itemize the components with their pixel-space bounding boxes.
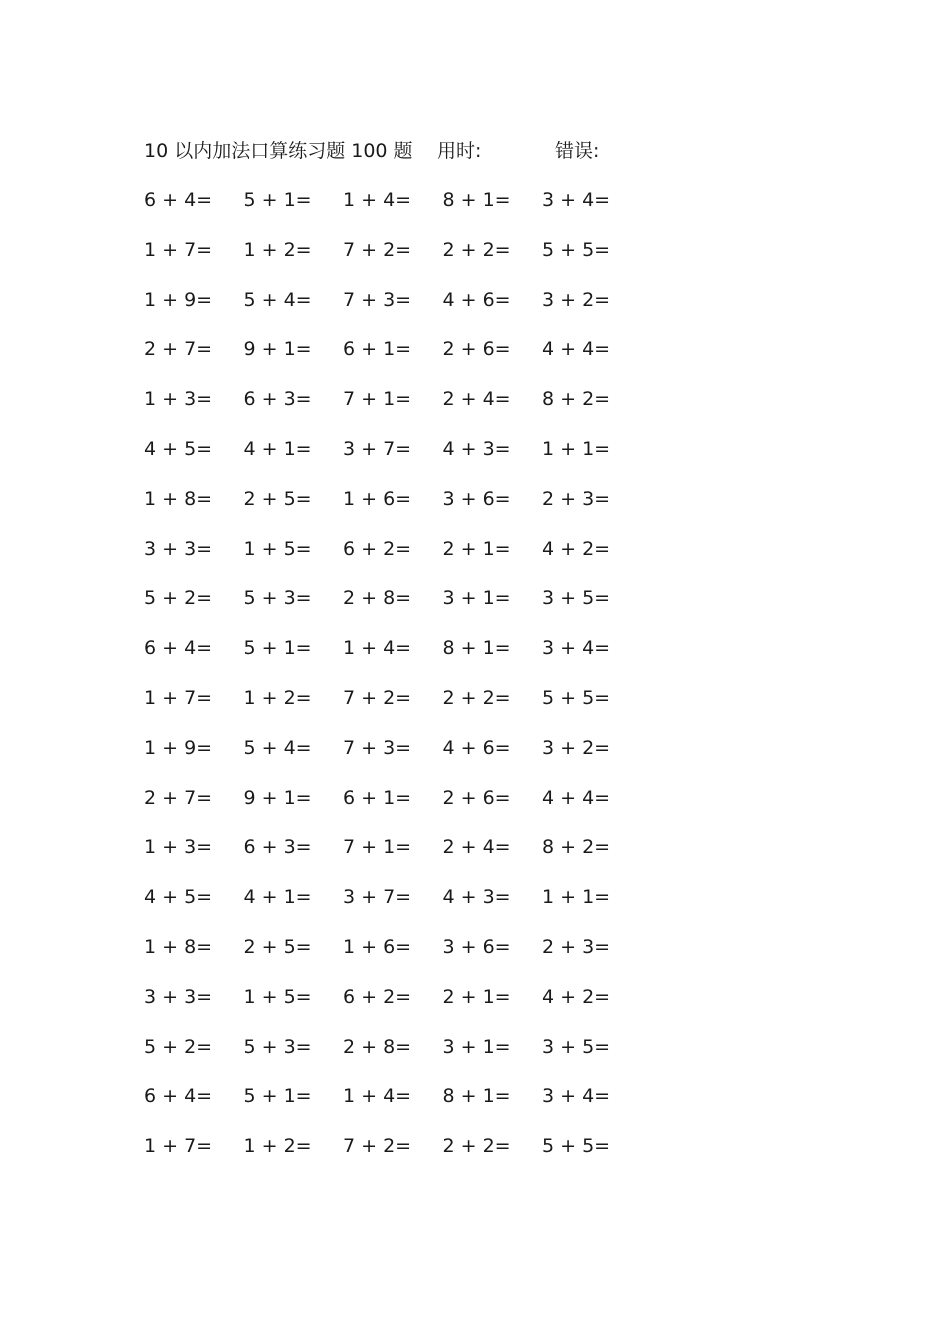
addition-problem: 7 + 3= <box>343 288 412 311</box>
addition-problem: 2 + 6= <box>442 338 511 361</box>
addition-problem: 5 + 4= <box>243 736 312 759</box>
addition-problem: 5 + 3= <box>243 1035 312 1058</box>
addition-problem: 3 + 3= <box>144 537 213 560</box>
addition-problem: 8 + 1= <box>442 1085 511 1108</box>
problem-row <box>144 683 644 733</box>
addition-problem: 7 + 1= <box>343 388 412 411</box>
addition-problem: 1 + 9= <box>144 288 213 311</box>
addition-problem: 9 + 1= <box>243 786 312 809</box>
problem-row <box>144 185 644 235</box>
problem-row <box>144 434 644 484</box>
addition-problem: 3 + 3= <box>144 985 213 1008</box>
addition-problem: 2 + 8= <box>343 587 412 610</box>
addition-problem: 6 + 4= <box>144 1085 213 1108</box>
problem-row <box>144 982 644 1032</box>
addition-problem: 7 + 2= <box>343 238 412 261</box>
addition-problem: 9 + 1= <box>243 338 312 361</box>
addition-problem: 2 + 7= <box>144 338 213 361</box>
problem-grid <box>144 185 644 1181</box>
addition-problem: 4 + 4= <box>542 338 611 361</box>
problem-row <box>144 285 644 335</box>
problem-row <box>144 783 644 833</box>
addition-problem: 2 + 1= <box>442 985 511 1008</box>
addition-problem: 4 + 5= <box>144 886 213 909</box>
addition-problem: 5 + 3= <box>243 587 312 610</box>
addition-problem: 1 + 2= <box>243 238 312 261</box>
problem-row <box>144 583 644 633</box>
addition-problem: 4 + 5= <box>144 437 213 460</box>
addition-problem: 4 + 3= <box>442 886 511 909</box>
addition-problem: 1 + 2= <box>243 686 312 709</box>
addition-problem: 2 + 3= <box>542 935 611 958</box>
problem-row <box>144 832 644 882</box>
addition-problem: 4 + 2= <box>542 537 611 560</box>
addition-problem: 3 + 6= <box>442 935 511 958</box>
addition-problem: 8 + 1= <box>442 637 511 660</box>
addition-problem: 3 + 6= <box>442 487 511 510</box>
addition-problem: 1 + 8= <box>144 935 213 958</box>
addition-problem: 7 + 2= <box>343 686 412 709</box>
addition-problem: 3 + 4= <box>542 1085 611 1108</box>
addition-problem: 5 + 1= <box>243 189 312 211</box>
addition-problem: 4 + 6= <box>442 736 511 759</box>
addition-problem: 2 + 4= <box>442 388 511 411</box>
addition-problem: 5 + 1= <box>243 637 312 660</box>
problem-row <box>144 534 644 584</box>
problem-row <box>144 633 644 683</box>
addition-problem: 3 + 5= <box>542 1035 611 1058</box>
addition-problem: 6 + 3= <box>243 388 312 411</box>
addition-problem: 3 + 2= <box>542 288 611 311</box>
addition-problem: 6 + 4= <box>144 189 213 211</box>
problem-row <box>144 733 644 783</box>
addition-problem: 2 + 6= <box>442 786 511 809</box>
addition-problem: 1 + 2= <box>243 1135 312 1158</box>
addition-problem: 6 + 1= <box>343 338 412 361</box>
addition-problem: 6 + 2= <box>343 537 412 560</box>
addition-problem: 1 + 6= <box>343 935 412 958</box>
addition-problem: 1 + 9= <box>144 736 213 759</box>
problem-row <box>144 1131 644 1181</box>
addition-problem: 1 + 1= <box>542 886 611 909</box>
addition-problem: 2 + 3= <box>542 487 611 510</box>
addition-problem: 3 + 1= <box>442 587 511 610</box>
addition-problem: 1 + 4= <box>343 189 412 211</box>
addition-problem: 6 + 3= <box>243 836 312 859</box>
addition-problem: 2 + 5= <box>243 487 312 510</box>
worksheet-title: 10 以内加法口算练习题 100 题 <box>144 140 413 162</box>
addition-problem: 1 + 7= <box>144 686 213 709</box>
addition-problem: 5 + 1= <box>243 1085 312 1108</box>
addition-problem: 8 + 2= <box>542 836 611 859</box>
addition-problem: 3 + 5= <box>542 587 611 610</box>
addition-problem: 5 + 5= <box>542 686 611 709</box>
addition-problem: 8 + 2= <box>542 388 611 411</box>
addition-problem: 4 + 3= <box>442 437 511 460</box>
addition-problem: 7 + 2= <box>343 1135 412 1158</box>
addition-problem: 2 + 4= <box>442 836 511 859</box>
addition-problem: 7 + 1= <box>343 836 412 859</box>
addition-problem: 6 + 2= <box>343 985 412 1008</box>
problem-row <box>144 1081 644 1131</box>
addition-problem: 3 + 7= <box>343 886 412 909</box>
addition-problem: 1 + 4= <box>343 637 412 660</box>
worksheet-header <box>144 136 664 166</box>
addition-problem: 2 + 2= <box>442 1135 511 1158</box>
addition-problem: 3 + 1= <box>442 1035 511 1058</box>
addition-problem: 2 + 2= <box>442 238 511 261</box>
addition-problem: 4 + 1= <box>243 437 312 460</box>
addition-problem: 1 + 7= <box>144 1135 213 1158</box>
addition-problem: 3 + 4= <box>542 637 611 660</box>
addition-problem: 2 + 2= <box>442 686 511 709</box>
addition-problem: 1 + 5= <box>243 537 312 560</box>
addition-problem: 1 + 7= <box>144 238 213 261</box>
addition-problem: 5 + 2= <box>144 587 213 610</box>
addition-problem: 1 + 6= <box>343 487 412 510</box>
problem-row <box>144 1032 644 1082</box>
addition-problem: 4 + 2= <box>542 985 611 1008</box>
errors-label: 错误: <box>555 140 600 162</box>
addition-problem: 1 + 5= <box>243 985 312 1008</box>
addition-problem: 2 + 7= <box>144 786 213 809</box>
addition-problem: 1 + 4= <box>343 1085 412 1108</box>
addition-problem: 5 + 5= <box>542 238 611 261</box>
addition-problem: 5 + 2= <box>144 1035 213 1058</box>
addition-problem: 1 + 3= <box>144 388 213 411</box>
addition-problem: 5 + 5= <box>542 1135 611 1158</box>
addition-problem: 1 + 3= <box>144 836 213 859</box>
problem-row <box>144 882 644 932</box>
problem-row <box>144 384 644 434</box>
addition-problem: 6 + 1= <box>343 786 412 809</box>
problem-row <box>144 484 644 534</box>
addition-problem: 2 + 1= <box>442 537 511 560</box>
addition-problem: 3 + 2= <box>542 736 611 759</box>
problem-row <box>144 334 644 384</box>
addition-problem: 2 + 8= <box>343 1035 412 1058</box>
addition-problem: 4 + 6= <box>442 288 511 311</box>
addition-problem: 3 + 7= <box>343 437 412 460</box>
addition-problem: 7 + 3= <box>343 736 412 759</box>
addition-problem: 3 + 4= <box>542 189 611 211</box>
addition-problem: 6 + 4= <box>144 637 213 660</box>
addition-problem: 8 + 1= <box>442 189 511 211</box>
addition-problem: 2 + 5= <box>243 935 312 958</box>
problem-row <box>144 932 644 982</box>
addition-problem: 1 + 1= <box>542 437 611 460</box>
addition-problem: 4 + 4= <box>542 786 611 809</box>
addition-problem: 4 + 1= <box>243 886 312 909</box>
time-used-label: 用时: <box>437 140 482 162</box>
addition-problem: 1 + 8= <box>144 487 213 510</box>
problem-row <box>144 235 644 285</box>
addition-problem: 5 + 4= <box>243 288 312 311</box>
